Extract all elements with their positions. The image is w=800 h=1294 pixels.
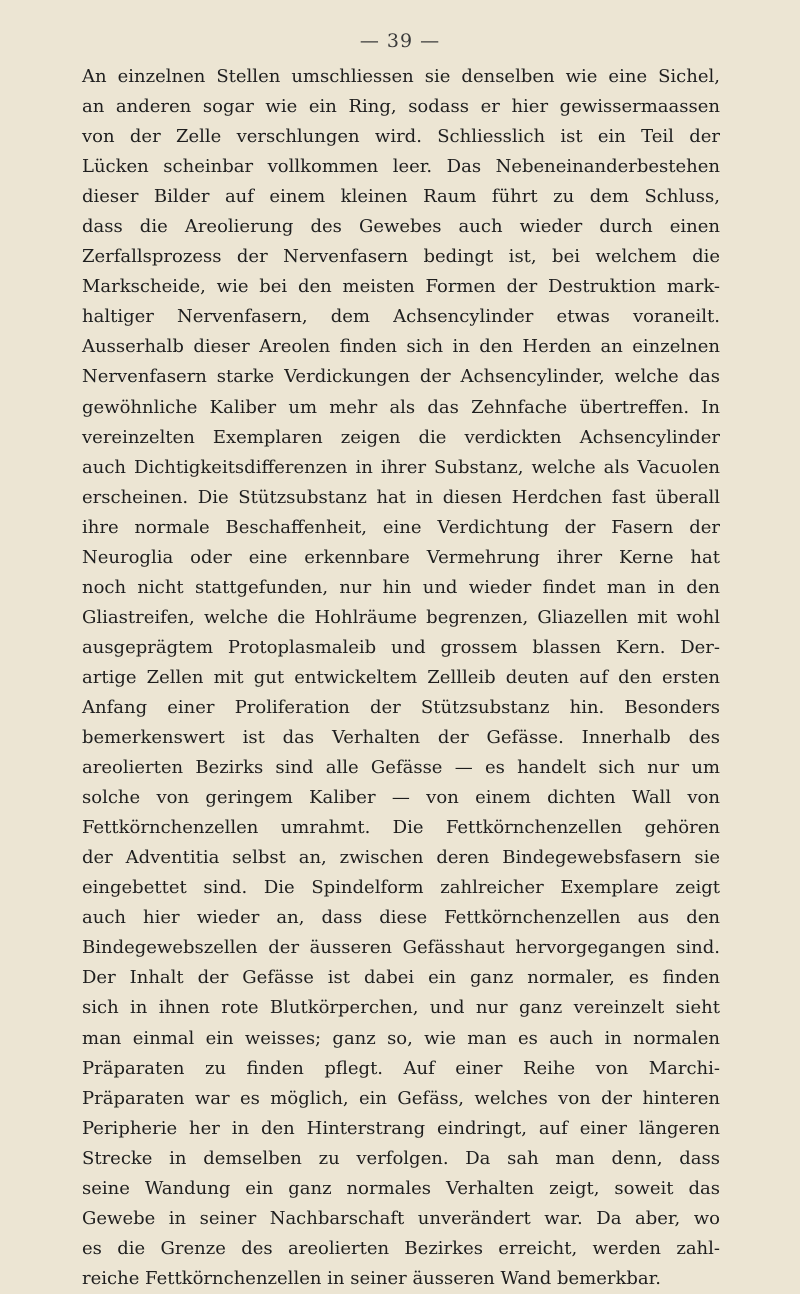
text-line: Neuroglia oder eine erkennbare Vermehrung ihrer Kerne hat bbox=[82, 546, 720, 568]
text-line: der Adventitia selbst an, zwischen deren Bindegewebsfasern sie bbox=[82, 847, 720, 869]
text-line: sich in ihnen rote Blutkörperchen, und nur ganz vereinzelt sieht bbox=[82, 997, 720, 1019]
text-line: an anderen sogar wie ein Ring, sodass er hier gewissermaassen bbox=[82, 96, 720, 118]
text-line: eingebettet sind. Die Spindelform zahlreicher Exemplare zeigt bbox=[82, 877, 720, 899]
text-line: solche von geringem Kaliber — von einem dichten Wall von bbox=[82, 787, 720, 809]
text-line: Der Inhalt der Gefässe ist dabei ein ganz normaler, es finden bbox=[82, 967, 720, 989]
text-line: Gewebe in seiner Nachbarschaft unverändert war. Da aber, wo bbox=[82, 1207, 720, 1229]
text-line: noch nicht stattgefunden, nur hin und wieder findet man in den bbox=[82, 576, 720, 598]
text-line: Nervenfasern starke Verdickungen der Achsencylinder, welche das bbox=[82, 366, 720, 388]
text-line: Fettkörnchenzellen umrahmt. Die Fettkörnchenzellen gehören bbox=[82, 817, 720, 839]
text-line: Präparaten war es möglich, ein Gefäss, welches von der hinteren bbox=[82, 1087, 720, 1109]
text-line: dass die Areolierung des Gewebes auch wieder durch einen bbox=[82, 216, 720, 238]
text-line: gewöhnliche Kaliber um mehr als das Zehnfache übertreffen. In bbox=[82, 396, 720, 418]
page-number: — 39 — bbox=[359, 30, 441, 52]
text-line: Präparaten zu finden pflegt. Auf einer Reihe von Marchi- bbox=[82, 1057, 720, 1079]
text-line: An einzelnen Stellen umschliessen sie denselben wie eine Sichel, bbox=[82, 66, 720, 87]
text-line: artige Zellen mit gut entwickeltem Zellleib deuten auf den ersten bbox=[82, 666, 720, 688]
text-line: ausgeprägtem Protoplasmaleib und grossem blassen Kern. Der- bbox=[82, 636, 720, 658]
text-line: Gliastreifen, welche die Hohlräume begrenzen, Gliazellen mit wohl bbox=[82, 606, 720, 628]
text-line: Markscheide, wie bei den meisten Formen der Destruktion mark- bbox=[82, 276, 720, 298]
text-line: bemerkenswert ist das Verhalten der Gefässe. Innerhalb des bbox=[82, 727, 720, 749]
text-line: von der Zelle verschlungen wird. Schliesslich ist ein Teil der bbox=[82, 126, 720, 148]
text-line: ihre normale Beschaffenheit, eine Verdichtung der Fasern der bbox=[82, 516, 720, 538]
text-line: es die Grenze des areolierten Bezirkes erreicht, werden zahl- bbox=[82, 1237, 720, 1259]
text-line: Anfang einer Proliferation der Stützsubstanz hin. Besonders bbox=[82, 696, 720, 718]
text-line: man einmal ein weisses; ganz so, wie man es auch in normalen bbox=[82, 1027, 720, 1049]
text-line: auch Dichtigkeitsdifferenzen in ihrer Substanz, welche als Vacuolen bbox=[82, 456, 720, 478]
text-line: Lücken scheinbar vollkommen leer. Das Nebeneinanderbestehen bbox=[82, 156, 720, 178]
text-line: areolierten Bezirks sind alle Gefässe — es handelt sich nur um bbox=[82, 757, 720, 779]
text-line: Zerfallsprozess der Nervenfasern bedingt ist, bei welchem die bbox=[82, 246, 720, 268]
body-text bbox=[82, 62, 720, 1294]
text-line: Bindegewebszellen der äusseren Gefässhaut hervorgegangen sind. bbox=[82, 937, 720, 959]
text-line: vereinzelten Exemplaren zeigen die verdickten Achsencylinder bbox=[82, 426, 720, 448]
text-line: dieser Bilder auf einem kleinen Raum führt zu dem Schluss, bbox=[82, 186, 720, 208]
text-line: erscheinen. Die Stützsubstanz hat in diesen Herdchen fast überall bbox=[82, 486, 720, 508]
text-line: seine Wandung ein ganz normales Verhalten zeigt, soweit das bbox=[82, 1177, 720, 1199]
text-line: Peripherie her in den Hinterstrang eindringt, auf einer längeren bbox=[82, 1117, 720, 1139]
text-line: Strecke in demselben zu verfolgen. Da sah man denn, dass bbox=[82, 1147, 720, 1169]
text-line: Ausserhalb dieser Areolen finden sich in den Herden an einzelnen bbox=[82, 336, 720, 358]
text-line: haltiger Nervenfasern, dem Achsencylinder etwas voraneilt. bbox=[82, 306, 720, 328]
text-line: auch hier wieder an, dass diese Fettkörnchenzellen aus den bbox=[82, 907, 720, 929]
text-line: reiche Fettkörnchenzellen in seiner äusseren Wand bemerkbar. bbox=[82, 1267, 661, 1289]
